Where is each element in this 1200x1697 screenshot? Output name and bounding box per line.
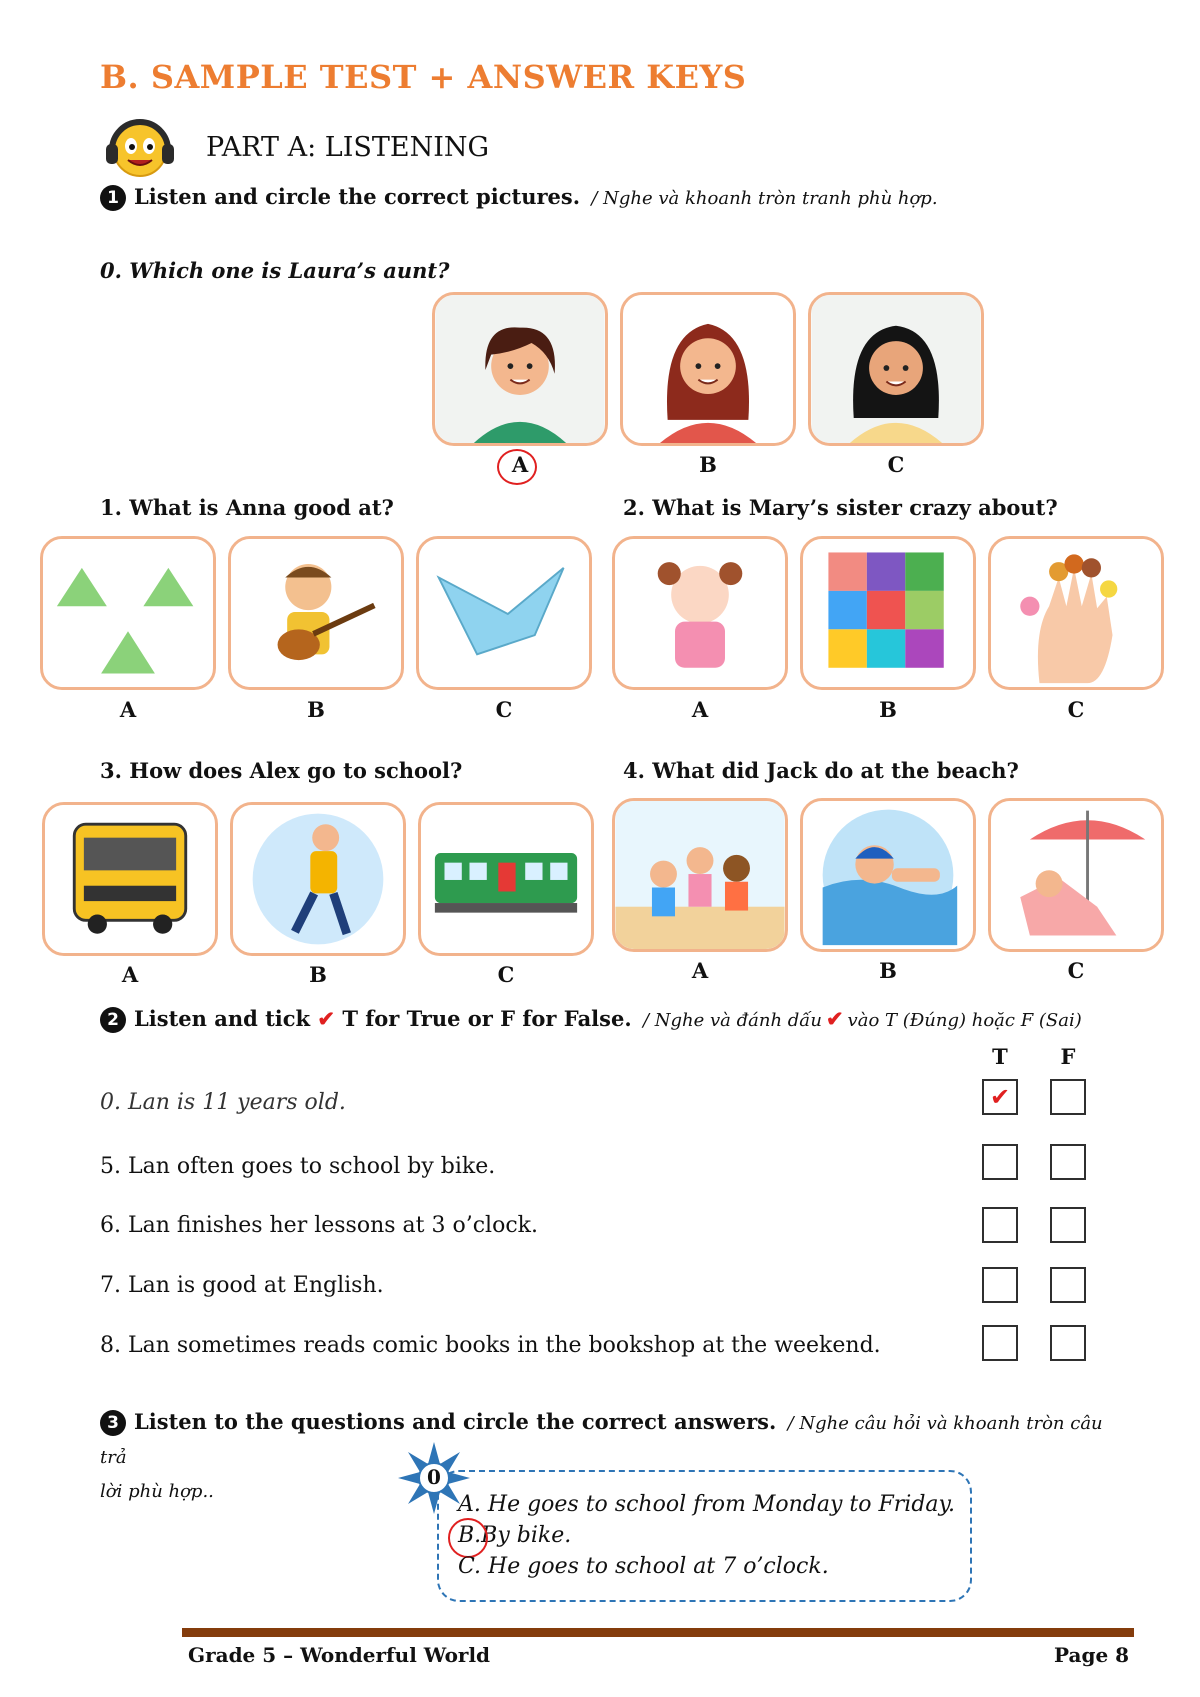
picture-card-2a[interactable] xyxy=(612,536,788,690)
checkbox-true-0[interactable] xyxy=(982,1079,1018,1115)
option-text: By bike. xyxy=(481,1523,572,1548)
headphone-smiley-icon xyxy=(102,108,178,184)
section2-instruction xyxy=(100,1006,1082,1033)
checkbox-false-8[interactable] xyxy=(1050,1325,1086,1361)
instruction-vn: / Nghe và khoanh tròn tranh phù hợp. xyxy=(591,188,938,209)
picture-card-3b[interactable] xyxy=(230,802,406,956)
instruction-vn: / Nghe câu hỏi và khoanh tròn câu trả xyxy=(100,1413,1103,1468)
checkbox-true-6[interactable] xyxy=(982,1207,1018,1243)
instruction-vn: / Nghe và đánh dấu xyxy=(642,1010,822,1031)
checkbox-true-5[interactable] xyxy=(982,1144,1018,1180)
picture-card-4a[interactable] xyxy=(612,798,788,952)
page-title: B. SAMPLE TEST + ANSWER KEYS xyxy=(100,58,747,96)
statement-5: 5. Lan often goes to school by bike. xyxy=(100,1154,496,1179)
option-label-3a: A xyxy=(121,962,139,987)
footer-divider xyxy=(182,1628,1134,1637)
checkbox-true-7[interactable] xyxy=(982,1267,1018,1303)
picture-card-1c[interactable] xyxy=(416,536,592,690)
column-header-true: T xyxy=(992,1044,1008,1069)
option-label-0c: C xyxy=(887,452,905,477)
instruction-text: Listen to the questions and circle the correct answers. xyxy=(134,1409,777,1434)
option-label-4a: A xyxy=(691,958,709,983)
option-label-0b: B xyxy=(699,452,717,477)
instruction-text-2: T for True or F for False. xyxy=(342,1006,632,1031)
footer-grade: Grade 5 – Wonderful World xyxy=(188,1643,491,1667)
picture-card-0b[interactable] xyxy=(620,292,796,446)
picture-card-0a[interactable] xyxy=(432,292,608,446)
picture-card-0c[interactable] xyxy=(808,292,984,446)
option-text: He goes to school from Monday to Friday. xyxy=(487,1492,956,1517)
picture-card-3a[interactable] xyxy=(42,802,218,956)
question-0: 0. Which one is Laura’s aunt? xyxy=(100,258,450,283)
answer-circle-b xyxy=(448,1518,488,1558)
option-letter: B. xyxy=(458,1523,482,1548)
tick-mark-icon: ✔ xyxy=(825,1006,844,1031)
section-number-badge: 1 xyxy=(100,185,126,211)
picture-card-4b[interactable] xyxy=(800,798,976,952)
tick-mark-icon: ✔ xyxy=(317,1006,336,1031)
statement-8: 8. Lan sometimes reads comic books in the bookshop at the weekend. xyxy=(100,1333,881,1358)
checkbox-false-6[interactable] xyxy=(1050,1207,1086,1243)
tick-mark-icon: ✔ xyxy=(990,1083,1011,1111)
answer-circle-0a xyxy=(497,449,537,485)
question-4: 4. What did Jack do at the beach? xyxy=(623,758,1019,783)
section1-instruction xyxy=(100,184,938,211)
option-label-1c: C xyxy=(495,697,513,722)
question-3: 3. How does Alex go to school? xyxy=(100,758,463,783)
picture-card-1a[interactable] xyxy=(40,536,216,690)
statement-6: 6. Lan finishes her lessons at 3 o’clock. xyxy=(100,1213,538,1238)
question-2: 2. What is Mary’s sister crazy about? xyxy=(623,495,1058,520)
option-label-2b: B xyxy=(879,697,897,722)
option-label-3c: C xyxy=(497,962,515,987)
statement-0: 0. Lan is 11 years old. xyxy=(100,1090,346,1115)
option-label-4b: B xyxy=(879,958,897,983)
checkbox-false-5[interactable] xyxy=(1050,1144,1086,1180)
option-label-0a: A xyxy=(511,452,529,477)
option-letter: A. xyxy=(458,1492,481,1517)
section-number-badge: 2 xyxy=(100,1007,126,1033)
option-label-2a: A xyxy=(691,697,709,722)
picture-card-2c[interactable] xyxy=(988,536,1164,690)
checkbox-false-0[interactable] xyxy=(1050,1079,1086,1115)
answer-option-a[interactable] xyxy=(458,1492,955,1517)
option-label-4c: C xyxy=(1067,958,1085,983)
question-1: 1. What is Anna good at? xyxy=(100,495,394,520)
picture-card-1b[interactable] xyxy=(228,536,404,690)
instruction-vn-2: vào T (Đúng) hoặc F (Sai) xyxy=(847,1010,1082,1031)
picture-card-2b[interactable] xyxy=(800,536,976,690)
option-letter: C. xyxy=(458,1554,482,1579)
checkbox-true-8[interactable] xyxy=(982,1325,1018,1361)
option-text: He goes to school at 7 o’clock. xyxy=(488,1554,829,1579)
section-number-badge: 3 xyxy=(100,1410,126,1436)
instruction-text: Listen and tick xyxy=(134,1006,311,1031)
part-title: PART A: LISTENING xyxy=(206,132,490,163)
option-label-1b: B xyxy=(307,697,325,722)
column-header-false: F xyxy=(1060,1044,1076,1069)
instruction-vn-2: lời phù hợp.. xyxy=(100,1481,214,1502)
checkbox-false-7[interactable] xyxy=(1050,1267,1086,1303)
option-label-2c: C xyxy=(1067,697,1085,722)
instruction-text: Listen and circle the correct pictures. xyxy=(134,184,581,209)
option-label-1a: A xyxy=(119,697,137,722)
footer-page-number: Page 8 xyxy=(1054,1643,1130,1667)
picture-card-3c[interactable] xyxy=(418,802,594,956)
example-number: 0 xyxy=(427,1465,441,1489)
answer-option-c[interactable] xyxy=(458,1554,829,1579)
picture-card-4c[interactable] xyxy=(988,798,1164,952)
statement-7: 7. Lan is good at English. xyxy=(100,1273,384,1298)
option-label-3b: B xyxy=(309,962,327,987)
